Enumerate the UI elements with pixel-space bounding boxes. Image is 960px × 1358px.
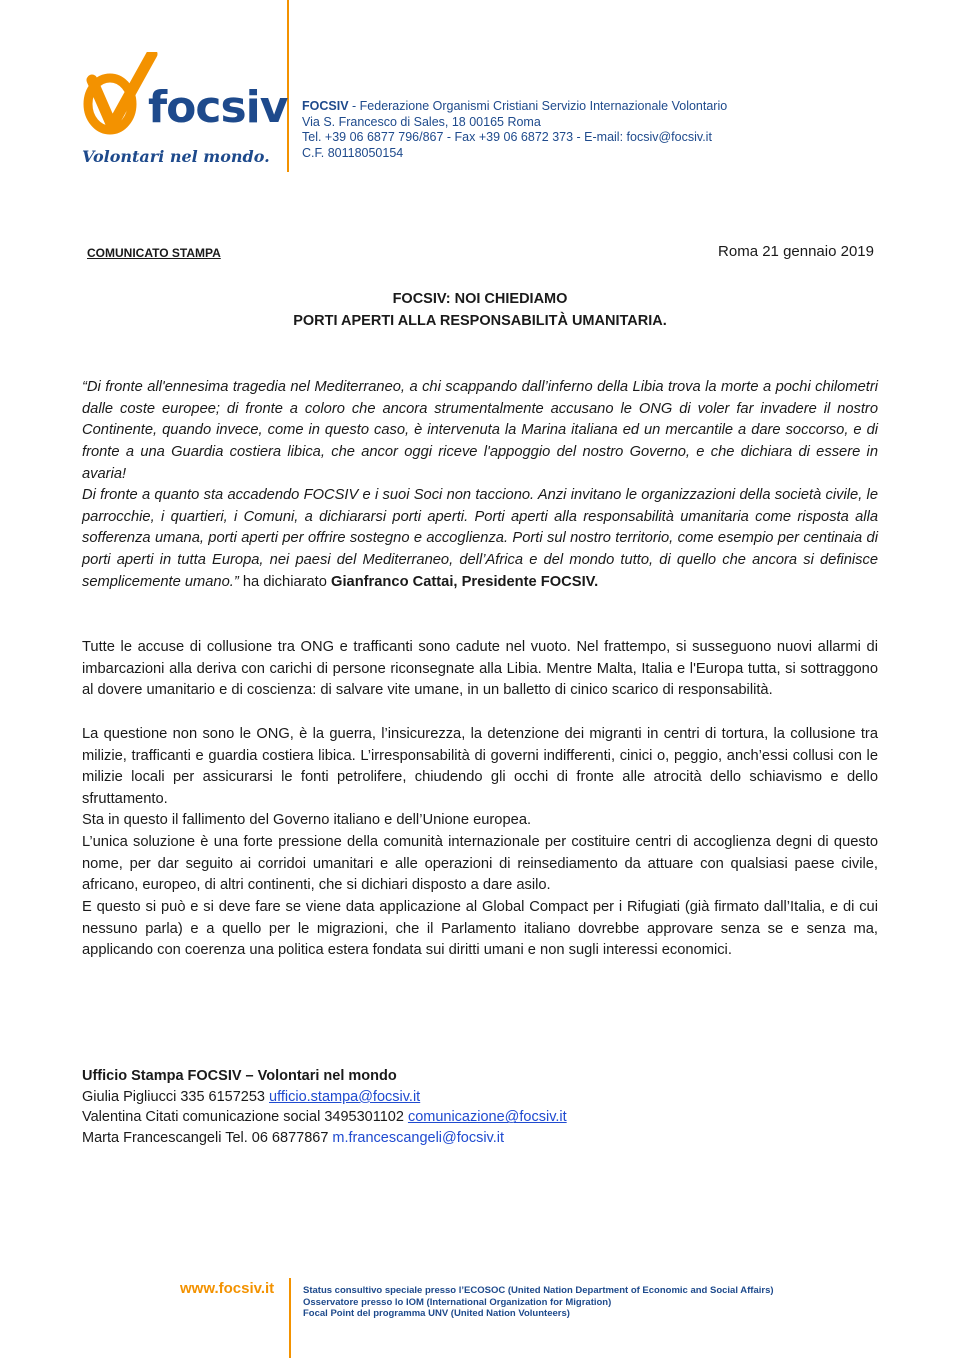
quote-author: Gianfranco Cattai, Presidente FOCSIV.	[331, 573, 599, 590]
footer-website: www.focsiv.it	[180, 1280, 275, 1297]
body-paragraph-4: L’unica soluzione è una forte pressione della comunità internazionale per costituire centri di accoglienza degni di questo nome, per dar seguito ai corridoi umanitari e alle operazioni di reinsediamento da attuare con qualsiasi paese civile, africano, europeo, di altri continenti, che si dichiari disposto a dare asilo.	[82, 834, 878, 894]
quote-paragraph-2	[82, 485, 878, 594]
quote-attribution: ha dichiarato	[238, 573, 332, 590]
doc-title-line1: FOCSIV: NOI CHIEDIAMO	[392, 291, 568, 307]
contact-row	[82, 1128, 567, 1149]
body-paragraph-1: Tutte le accuse di collusione tra ONG e trafficanti sono cadute nel vuoto. Nel frattempo, si susseguono nuovi allarmi di imbarcazioni alla deriva con carichi di persone riconsegnate alla Libia. Mentre Malta, Italia e l'Europa tutta, si sottraggono al dovere umanitario e di coscienza: di salvare vite umane, in un balletto di cinico scarico di responsabilità.	[82, 639, 878, 699]
org-name-line	[302, 99, 727, 115]
contact-row	[82, 1087, 567, 1108]
org-name: FOCSIV	[302, 99, 349, 113]
org-contact: Tel. +39 06 6877 796/867 - Fax +39 06 6872 373 - E-mail: focsiv@focsiv.it	[302, 130, 712, 144]
press-contacts	[82, 1066, 567, 1149]
footer-line: Focal Point del programma UNV (United Nation Volunteers)	[303, 1308, 570, 1319]
contact-email-link[interactable]: comunicazione@focsiv.it	[407, 1109, 567, 1126]
quote-paragraph-1: “Di fronte all'ennesima tragedia nel Mediterraneo, a chi scappando dall’inferno della Libia trova la morte a pochi chilometri dalle coste europee; di fronte a coloro che ancora strumentalmente accusano le ONG di voler far invadere il nostro Continente, quando invece, come in questo caso, è intervenuta la Marina italiana ed un mercantile a dare soccorso, e di fronte a una Guardia costiera libica, che ancor oggi riceve l'appoggio del nostro Governo, e che dichiara di essere in avaria!	[82, 379, 878, 482]
body-paragraph-2: La questione non sono le ONG, è la guerra, l’insicurezza, la detenzione dei migranti in centri di tortura, la collusione tra milizie, trafficanti e guardia costiera libica. L’irresponsabilità di governi indifferenti, cinici o, peggio, anch’essi collusi con le milizie locali per assicurarsi le fonti petrolifere, chiudendo gli occhi di fronte alle atrocità dello schiavismo e dello sfruttamento.	[82, 726, 878, 808]
contact-name: Valentina Citati comunicazione social 3495301102	[82, 1109, 408, 1126]
footer-divider	[289, 1278, 291, 1358]
contacts-heading: Ufficio Stampa FOCSIV – Volontari nel mondo	[82, 1068, 397, 1084]
quote-text: Di fronte a quanto sta accadendo FOCSIV e i suoi Soci non tacciono. Anzi invitano le organizzazioni della società civile, le parrocchie, i quartieri, i Comuni, a dichiararsi porti aperti. Porti aperti alla responsabilità umanitaria come risposta alla sofferenza umana, porti aperti per offrire sostegno e accoglienza. Porti sul nostro territorio, come esempio per centinaia di porti aperti in tutta Europa, nei paesi del Mediterraneo, dell’Africa e del mondo tutto, di quello che ancora si definisce semplicemente umano.”	[82, 487, 878, 590]
doc-label: COMUNICATO STAMPA	[87, 246, 221, 260]
org-address: Via S. Francesco di Sales, 18 00165 Roma	[302, 114, 541, 129]
contact-name: Marta Francescangeli Tel. 06 6877867	[82, 1130, 333, 1147]
logo-tagline: Volontari nel mondo.	[82, 147, 270, 166]
doc-date: Roma 21 gennaio 2019	[718, 243, 874, 260]
doc-title-line2: PORTI APERTI ALLA RESPONSABILITÀ UMANITARIA.	[293, 313, 667, 329]
footer-status	[303, 1285, 774, 1320]
org-info	[302, 99, 727, 161]
body-paragraph-3: Sta in questo il fallimento del Governo italiano e dell’Unione europea.	[82, 812, 532, 828]
logo-wordmark: focsiv	[148, 82, 288, 133]
contact-email: m.francescangeli@focsiv.it	[332, 1130, 505, 1147]
footer-line: Osservatore presso lo IOM (International Organization for Migration)	[303, 1296, 612, 1308]
body-paragraph-5: E questo si può e si deve fare se viene data applicazione al Global Compact per i Rifugiati (già firmato dall’Italia, e di cui nessuno parla) e a quello per le migrazioni, che il Parlamento italiano dovrebbe approvare senza se e senza ma, applicando con coerenza una politica estera fondata sui diritti umani e non sugli interessi economici.	[82, 899, 878, 959]
contact-email-link[interactable]: ufficio.stampa@focsiv.it	[269, 1088, 421, 1105]
focsiv-logo	[82, 52, 288, 170]
contact-row	[82, 1107, 567, 1128]
org-fiscal-code: C.F. 80118050154	[302, 145, 404, 160]
footer-line: Status consultivo speciale presso l’ECOSOC (United Nation Department of Economic and Social Affairs)	[303, 1285, 774, 1296]
org-full-name: - Federazione Organismi Cristiani Servizio Internazionale Volontario	[348, 99, 728, 113]
contact-name: Giulia Pigliucci 335 6157253	[82, 1088, 270, 1105]
